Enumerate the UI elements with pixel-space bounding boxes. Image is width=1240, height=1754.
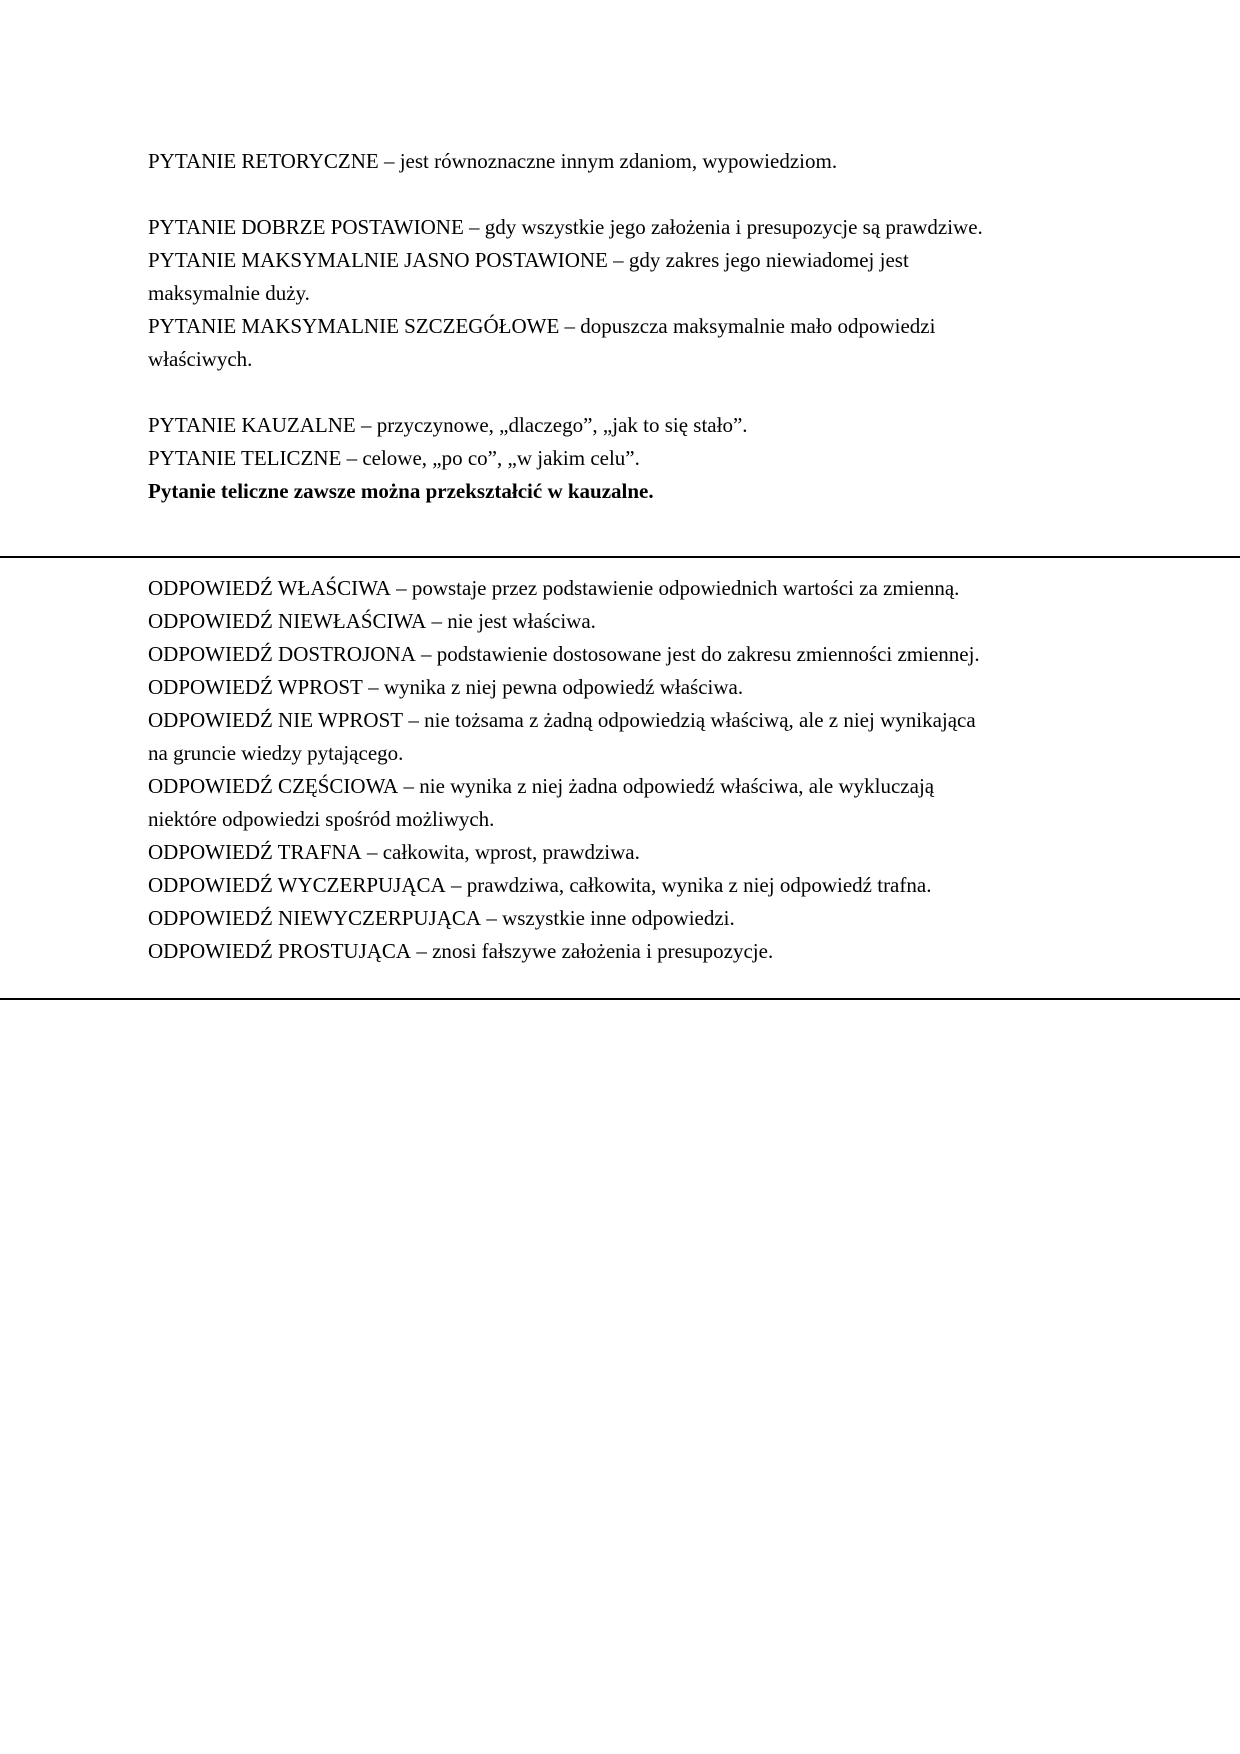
definition-odpowiedz-wyczerpujaca xyxy=(148,869,1108,902)
definition-odpowiedz-niewyczerpujaca xyxy=(148,902,1108,935)
definition: – dopuszcza maksymalnie mało odpowiedzi xyxy=(559,314,936,338)
section-divider xyxy=(0,556,1240,558)
definition-odpowiedz-nie-wprost xyxy=(148,704,1108,770)
definition: – gdy zakres jego niewiadomej jest xyxy=(607,248,909,272)
definition-pytanie-maksymalnie-jasno xyxy=(148,244,1108,310)
note-teliczne-kauzalne: Pytanie teliczne zawsze można przekształcić w kauzalne. xyxy=(148,479,654,503)
definition-pytanie-teliczne xyxy=(148,442,1108,475)
definition: – całkowita, wprost, prawdziwa. xyxy=(361,840,640,864)
definition: – celowe, „po co”, „w jakim celu”. xyxy=(341,446,640,470)
definition: – wszystkie inne odpowiedzi. xyxy=(481,906,735,930)
definition-pytanie-retoryczne xyxy=(148,145,1108,178)
definition: – przyczynowe, „dlaczego”, „jak to się stało”. xyxy=(355,413,748,437)
term: PYTANIE TELICZNE xyxy=(148,446,342,470)
term: ODPOWIEDŹ WŁAŚCIWA xyxy=(148,576,391,600)
term: PYTANIE DOBRZE POSTAWIONE xyxy=(148,215,464,239)
definition: – jest równoznaczne innym zdaniom, wypowiedziom. xyxy=(378,149,838,173)
definition-continuation: maksymalnie duży. xyxy=(148,281,310,305)
term: ODPOWIEDŹ DOSTROJONA xyxy=(148,642,416,666)
definition-odpowiedz-wprost xyxy=(148,671,1108,704)
term: ODPOWIEDŹ NIE WPROST xyxy=(148,708,404,732)
definition-pytanie-maksymalnie-szczegolowe xyxy=(148,310,1108,376)
definition: – nie tożsama z żadną odpowiedzią właściwą, ale z niej wynikająca xyxy=(403,708,976,732)
definition: – gdy wszystkie jego założenia i presupozycje są prawdziwe. xyxy=(463,215,983,239)
definition-odpowiedz-niewlasciwa xyxy=(148,605,1108,638)
term: ODPOWIEDŹ PROSTUJĄCA xyxy=(148,939,412,963)
term: ODPOWIEDŹ WPROST xyxy=(148,675,363,699)
definition-odpowiedz-prostujaca xyxy=(148,935,1108,968)
definition-odpowiedz-dostrojona xyxy=(148,638,1108,671)
term: ODPOWIEDŹ CZĘŚCIOWA xyxy=(148,774,399,798)
definition: – powstaje przez podstawienie odpowiednich wartości za zmienną. xyxy=(390,576,960,600)
section-divider xyxy=(0,998,1240,1000)
definition-pytanie-kauzalne xyxy=(148,409,1108,442)
term: ODPOWIEDŹ WYCZERPUJĄCA xyxy=(148,873,446,897)
definition: – prawdziwa, całkowita, wynika z niej odpowiedź trafna. xyxy=(445,873,932,897)
definition-odpowiedz-wlasciwa xyxy=(148,572,1108,605)
definition-pytanie-dobrze-postawione xyxy=(148,211,1108,244)
definition-odpowiedz-trafna xyxy=(148,836,1108,869)
term: PYTANIE MAKSYMALNIE JASNO POSTAWIONE xyxy=(148,248,608,272)
term: ODPOWIEDŹ TRAFNA xyxy=(148,840,362,864)
term: PYTANIE MAKSYMALNIE SZCZEGÓŁOWE xyxy=(148,314,560,338)
definition: – wynika z niej pewna odpowiedź właściwa. xyxy=(362,675,744,699)
term: ODPOWIEDŹ NIEWŁAŚCIWA xyxy=(148,609,427,633)
definition-continuation: na gruncie wiedzy pytającego. xyxy=(148,741,404,765)
term: PYTANIE KAUZALNE xyxy=(148,413,356,437)
definition: – nie wynika z niej żadna odpowiedź właściwa, ale wykluczają xyxy=(398,774,935,798)
term: PYTANIE RETORYCZNE xyxy=(148,149,379,173)
definition: – podstawienie dostosowane jest do zakresu zmienności zmiennej. xyxy=(415,642,980,666)
definition: – znosi fałszywe założenia i presupozycje. xyxy=(411,939,774,963)
definition-continuation: właściwych. xyxy=(148,347,253,371)
definition: – nie jest właściwa. xyxy=(426,609,596,633)
definition-continuation: niektóre odpowiedzi spośród możliwych. xyxy=(148,807,495,831)
term: ODPOWIEDŹ NIEWYCZERPUJĄCA xyxy=(148,906,482,930)
definition-odpowiedz-czesciowa xyxy=(148,770,1108,836)
